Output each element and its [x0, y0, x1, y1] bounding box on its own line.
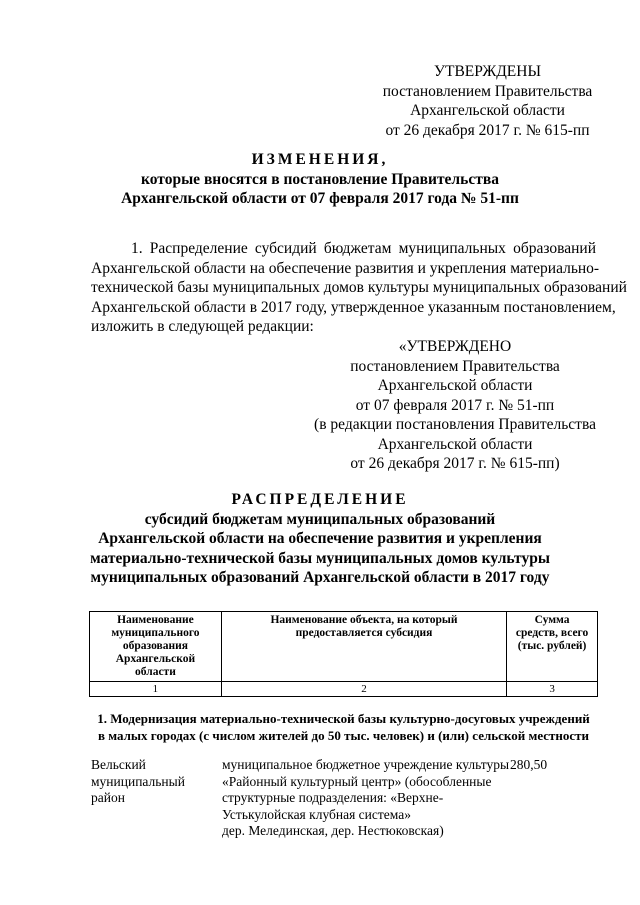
approval-line: Архангельской области [377, 377, 533, 394]
approval-block-2 [310, 337, 600, 474]
distribution-table [89, 611, 598, 697]
approval-line: «УТВЕРЖДЕНО [398, 338, 512, 355]
header-line: Наименование [117, 614, 194, 626]
sum-value: 280,50 [510, 757, 548, 772]
header-sum [507, 612, 598, 682]
row-district [91, 757, 211, 807]
district-line: Вельский [91, 757, 146, 772]
amendment-paragraph [91, 239, 627, 337]
header-line: области [135, 666, 176, 678]
distribution-title-line: материально-технической базы муниципальных домов культуры [90, 549, 550, 567]
paragraph-line: изложить в следующей редакции: [91, 318, 314, 335]
header-line: Наименование объекта, на который [270, 614, 458, 626]
approval-header [380, 62, 595, 140]
column-number: 1 [90, 682, 222, 697]
changes-title-line: которые вносятся в постановление Правительства [141, 170, 499, 188]
object-line: Устькулойская клубная система» [222, 806, 411, 822]
paragraph-line: Архангельской области на обеспечение развития и укрепления материально- [91, 259, 600, 277]
distribution-title [0, 490, 640, 588]
object-line: дер. Мелединская, дер. Нестюковская) [222, 823, 444, 838]
object-line: «Районный культурный центр» (обособленные [222, 773, 492, 789]
header-line: предоставляется субсидия [295, 627, 433, 639]
object-line: структурные подразделения: «Верхне- [222, 790, 444, 805]
changes-heading: ИЗМЕНЕНИЯ, [251, 151, 389, 168]
header-line: средств, всего [515, 627, 589, 639]
paragraph-line: технической базы муниципальных домов культуры муниципальных образований [91, 279, 627, 296]
header-line: Архангельской [115, 653, 196, 665]
approval-line: постановлением Правительства [350, 357, 560, 375]
header-district [90, 612, 222, 682]
header-object [221, 612, 506, 682]
approval-line: от 07 февраля 2017 г. № 51-пп [355, 396, 555, 414]
header-line: (тыс. рублей) [517, 640, 587, 652]
approval-line: (в редакции постановления Правительства [314, 416, 596, 433]
district-line: муниципальный [91, 773, 185, 789]
column-number: 3 [507, 682, 598, 697]
section-title [89, 710, 598, 744]
row-sum [510, 757, 590, 774]
section-title-line: в малых городах (с числом жителей до 50 тыс. человек) и (или) сельской местности [97, 728, 590, 743]
header-line: Сумма [534, 614, 570, 626]
approval-header-line: постановлением Правительства [382, 82, 593, 100]
header-line: образования [122, 640, 188, 652]
district-line: район [91, 790, 125, 805]
approval-header-line: Архангельской области [410, 102, 565, 119]
column-number-row [90, 682, 598, 697]
header-line: муниципального [111, 627, 200, 639]
table-header-row [90, 612, 598, 682]
changes-title-line: Архангельской области от 07 февраля 2017 года № 51-пп [121, 190, 519, 207]
paragraph-line: 1. Распределение субсидий бюджетам муниципальных образований [131, 240, 596, 257]
distribution-title-line: Архангельской области на обеспечение развития и укрепления [98, 530, 542, 547]
approval-line: Архангельской области [377, 435, 533, 453]
approval-line: от 26 декабря 2017 г. № 615-пп) [350, 455, 560, 472]
paragraph-line: Архангельской области в 2017 году, утвержденное указанным постановлением, [91, 298, 616, 316]
row-object [222, 757, 510, 840]
distribution-title-line: субсидий бюджетам муниципальных образований [144, 510, 496, 528]
distribution-heading: РАСПРЕДЕЛЕНИЕ [231, 491, 409, 508]
column-number: 2 [221, 682, 506, 697]
distribution-title-line: муниципальных образований Архангельской области в 2017 году [90, 569, 550, 586]
changes-title [0, 150, 640, 209]
object-line: муниципальное бюджетное учреждение культуры [222, 757, 510, 772]
approval-header-line: УТВЕРЖДЕНЫ [434, 63, 541, 80]
approval-header-line: от 26 декабря 2017 г. № 615-пп [385, 121, 590, 139]
section-title-line: 1. Модернизация материально-технической базы культурно-досуговых учреждений [97, 711, 590, 726]
